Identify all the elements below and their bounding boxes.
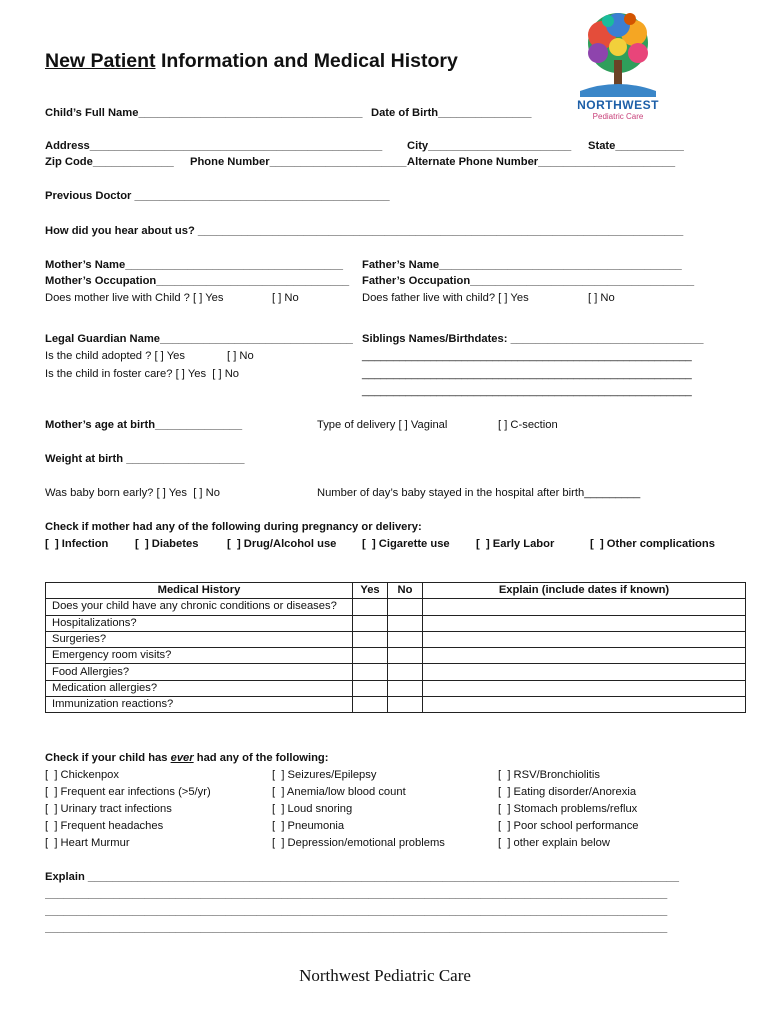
explain-cell[interactable]	[423, 615, 746, 631]
yes-cell[interactable]	[353, 615, 388, 631]
mother-occupation-field[interactable]: Mother’s Occupation_______________________________	[45, 275, 350, 287]
no-cell[interactable]	[388, 697, 423, 713]
col-medical-history: Medical History	[46, 583, 353, 599]
cond-ear-infections[interactable]: [ ] Frequent ear infections (>5/yr)	[45, 786, 211, 798]
no-cell[interactable]	[388, 615, 423, 631]
siblings-line-3[interactable]: _____________________________________________________	[362, 368, 692, 380]
col-yes: Yes	[353, 583, 388, 599]
table-header-row	[46, 583, 746, 599]
previous-doctor-field[interactable]: Previous Doctor _________________________________________	[45, 190, 390, 202]
heard-about-field[interactable]: How did you hear about us? ______________________________________________________________________________	[45, 225, 684, 237]
table-row	[46, 615, 746, 631]
conditions-heading-ever: ever	[170, 752, 194, 764]
child-name-field[interactable]: Child’s Full Name____________________________________	[45, 107, 363, 119]
cond-snoring[interactable]: [ ] Loud snoring	[272, 803, 353, 815]
row-label: Does your child have any chronic conditions or diseases?	[46, 599, 353, 615]
table-row	[46, 680, 746, 696]
cond-heart-murmur[interactable]: [ ] Heart Murmur	[45, 837, 130, 849]
title-rest: Information and Medical History	[155, 50, 458, 72]
yes-cell[interactable]	[353, 680, 388, 696]
adopted-no[interactable]: [ ] No	[227, 350, 254, 362]
title-underlined: New Patient	[45, 50, 156, 72]
explain-cell[interactable]	[423, 680, 746, 696]
row-label: Immunization reactions?	[46, 697, 353, 713]
cond-anemia[interactable]: [ ] Anemia/low blood count	[272, 786, 406, 798]
row-label: Surgeries?	[46, 631, 353, 647]
no-cell[interactable]	[388, 664, 423, 680]
no-cell[interactable]	[388, 631, 423, 647]
siblings-line-4[interactable]: _____________________________________________________	[362, 385, 692, 397]
cond-other[interactable]: [ ] other explain below	[498, 837, 610, 849]
birth-weight-field[interactable]: Weight at birth ___________________	[45, 453, 245, 465]
explain-line-4[interactable]: ____________________________________________________________________________________________________	[45, 922, 668, 934]
yes-cell[interactable]	[353, 631, 388, 647]
cond-seizures[interactable]: [ ] Seizures/Epilepsy	[272, 769, 377, 781]
state-field[interactable]: State___________	[588, 140, 684, 152]
explain-line-3[interactable]: ____________________________________________________________________________________________________	[45, 905, 668, 917]
preg-cigarette[interactable]: [ ] Cigarette use	[362, 538, 450, 550]
cond-school[interactable]: [ ] Poor school performance	[498, 820, 639, 832]
table-row	[46, 631, 746, 647]
preg-other[interactable]: [ ] Other complications	[590, 538, 715, 550]
no-cell[interactable]	[388, 599, 423, 615]
table-row	[46, 599, 746, 615]
preg-early-labor[interactable]: [ ] Early Labor	[476, 538, 555, 550]
explain-cell[interactable]	[423, 599, 746, 615]
explain-line-2[interactable]: ____________________________________________________________________________________________________	[45, 888, 668, 900]
preg-infection[interactable]: [ ] Infection	[45, 538, 109, 550]
preg-diabetes[interactable]: [ ] Diabetes	[135, 538, 199, 550]
father-occupation-field[interactable]: Father’s Occupation____________________________________	[362, 275, 695, 287]
siblings-field[interactable]: Siblings Names/Birthdates: _______________________________	[362, 333, 704, 345]
siblings-line-2[interactable]: _____________________________________________________	[362, 350, 692, 362]
cond-depression[interactable]: [ ] Depression/emotional problems	[272, 837, 445, 849]
table-row	[46, 648, 746, 664]
logo-subtitle: Pediatric Care	[592, 112, 644, 121]
explain-line-1[interactable]: _______________________________________________________________________________________________	[87, 871, 679, 883]
cond-stomach[interactable]: [ ] Stomach problems/reflux	[498, 803, 638, 815]
table-row	[46, 664, 746, 680]
alt-phone-field[interactable]: Alternate Phone Number______________________	[407, 156, 676, 168]
explain-field[interactable]	[45, 870, 679, 884]
foster-care-field[interactable]: Is the child in foster care? [ ] Yes [ ] No	[45, 368, 240, 380]
conditions-heading-pre: Check if your child has	[45, 752, 171, 764]
conditions-heading	[45, 751, 329, 765]
city-field[interactable]: City_______________________	[407, 140, 572, 152]
delivery-vaginal[interactable]: Type of delivery [ ] Vaginal	[317, 419, 448, 431]
col-no: No	[388, 583, 423, 599]
address-field[interactable]: Address_______________________________________________	[45, 140, 383, 152]
no-cell[interactable]	[388, 680, 423, 696]
col-explain: Explain (include dates if known)	[423, 583, 746, 599]
explain-cell[interactable]	[423, 631, 746, 647]
row-label: Emergency room visits?	[46, 648, 353, 664]
zip-field[interactable]: Zip Code_____________	[45, 156, 174, 168]
conditions-heading-post: had any of the following:	[193, 752, 329, 764]
row-label: Medication allergies?	[46, 680, 353, 696]
no-cell[interactable]	[388, 648, 423, 664]
cond-uti[interactable]: [ ] Urinary tract infections	[45, 803, 172, 815]
cond-headaches[interactable]: [ ] Frequent headaches	[45, 820, 164, 832]
row-label: Hospitalizations?	[46, 615, 353, 631]
page-title	[45, 50, 458, 73]
mother-lives-no[interactable]: [ ] No	[272, 292, 299, 304]
cond-pneumonia[interactable]: [ ] Pneumonia	[272, 820, 345, 832]
explain-cell[interactable]	[423, 697, 746, 713]
yes-cell[interactable]	[353, 599, 388, 615]
row-label: Food Allergies?	[46, 664, 353, 680]
table-row	[46, 697, 746, 713]
mother-name-field[interactable]: Mother’s Name___________________________________	[45, 259, 343, 271]
pregnancy-heading: Check if mother had any of the following during pregnancy or delivery:	[45, 521, 422, 533]
cond-eating-disorder[interactable]: [ ] Eating disorder/Anorexia	[498, 786, 637, 798]
adopted-yes[interactable]: Is the child adopted ? [ ] Yes	[45, 350, 185, 362]
yes-cell[interactable]	[353, 664, 388, 680]
hospital-days-field[interactable]: Number of day’s baby stayed in the hospital after birth_________	[317, 487, 641, 499]
explain-label: Explain	[45, 871, 88, 883]
father-lives-no[interactable]: [ ] No	[588, 292, 615, 304]
footer-practice-name: Northwest Pediatric Care	[299, 966, 471, 985]
yes-cell[interactable]	[353, 648, 388, 664]
cond-chickenpox[interactable]: [ ] Chickenpox	[45, 769, 119, 781]
guardian-field[interactable]: Legal Guardian Name_______________________________	[45, 333, 353, 345]
phone-field[interactable]: Phone Number______________________	[190, 156, 407, 168]
mother-lives-yes[interactable]: Does mother live with Child ? [ ] Yes	[45, 292, 224, 304]
delivery-csection[interactable]: [ ] C-section	[498, 419, 558, 431]
father-lives-yes[interactable]: Does father live with child? [ ] Yes	[362, 292, 529, 304]
mother-age-field[interactable]: Mother’s age at birth______________	[45, 419, 243, 431]
cond-rsv[interactable]: [ ] RSV/Bronchiolitis	[498, 769, 600, 781]
preg-drug-alcohol[interactable]: [ ] Drug/Alcohol use	[227, 538, 337, 550]
father-name-field[interactable]: Father’s Name_______________________________________	[362, 259, 682, 271]
explain-cell[interactable]	[423, 648, 746, 664]
dob-field[interactable]: Date of Birth_______________	[371, 107, 532, 119]
logo-name: NORTHWEST	[577, 98, 659, 112]
medical-history-table	[45, 582, 746, 713]
explain-cell[interactable]	[423, 664, 746, 680]
born-early-field[interactable]: Was baby born early? [ ] Yes [ ] No	[45, 487, 220, 499]
yes-cell[interactable]	[353, 697, 388, 713]
